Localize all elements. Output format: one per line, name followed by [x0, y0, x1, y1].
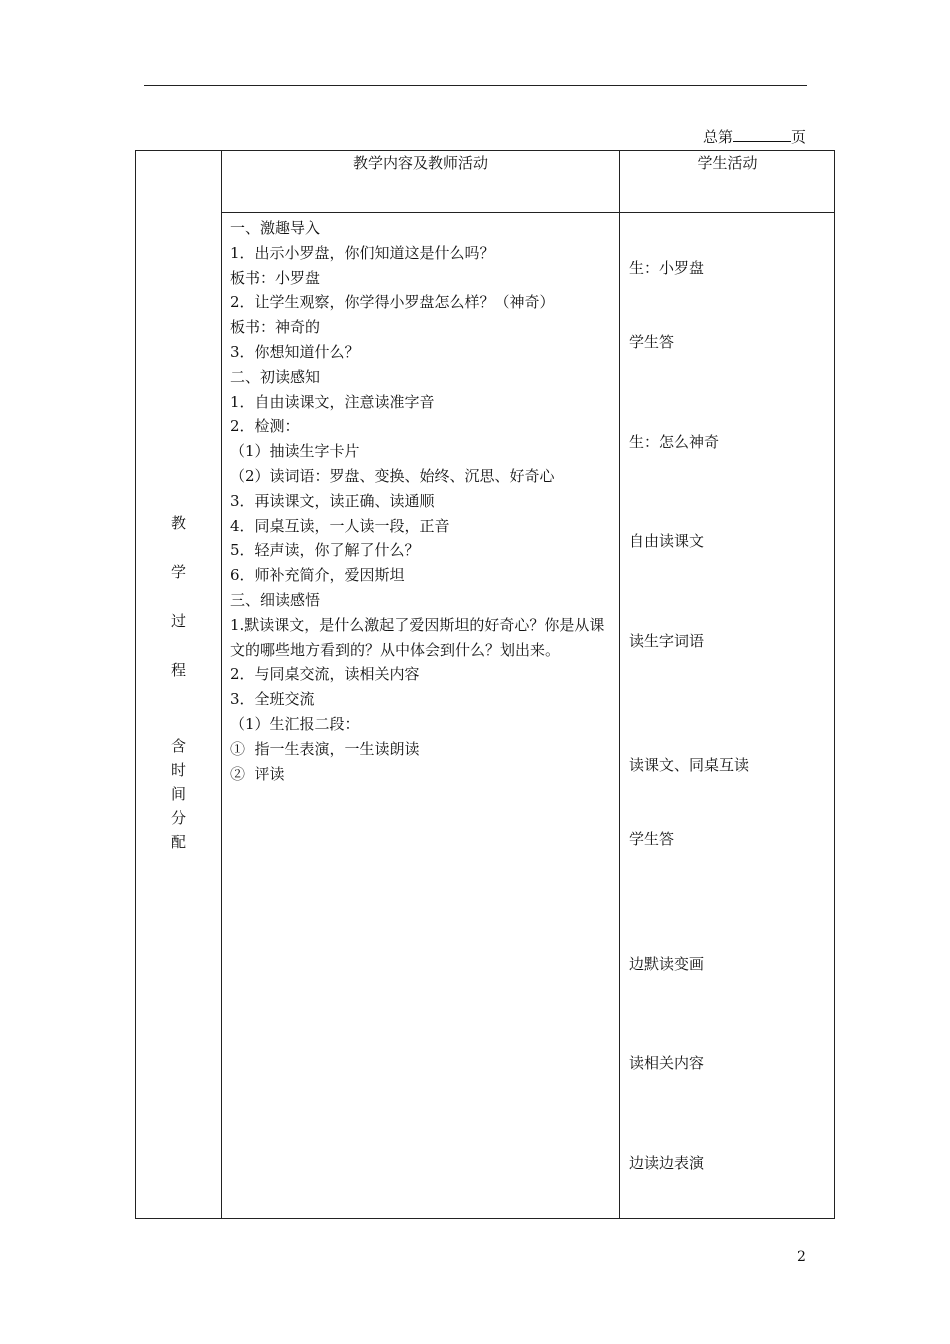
- total-page-blank: [733, 126, 791, 142]
- stage-char: 含: [170, 737, 186, 755]
- page-number: 2: [797, 1249, 806, 1265]
- stage-char: 间: [170, 785, 186, 803]
- total-page-counter: [703, 126, 806, 147]
- teacher-line: 一、激趣导入: [230, 219, 321, 237]
- column-divider-stage: [221, 151, 222, 1218]
- stage-label-teaching-process: [136, 513, 221, 709]
- teacher-line: 1.默读课文，是什么激起了爱因斯坦的好奇心？你是从课文的哪些地方看到的？从中体会到什么？划出来。: [230, 615, 605, 659]
- teacher-line: 4．同桌互读，一人读一段，正音: [230, 516, 450, 535]
- student-activity: 生：怎么神奇: [629, 433, 720, 451]
- stage-label-time-allocation: [136, 736, 221, 856]
- student-column-header: 学生活动: [697, 154, 758, 172]
- student-activity: 生：小罗盘: [629, 259, 705, 277]
- header-row-divider: [221, 212, 834, 213]
- stage-char: 程: [170, 661, 186, 679]
- stage-char: 配: [170, 833, 186, 851]
- student-activity: 读生字词语: [629, 632, 705, 650]
- stage-char: 学: [170, 563, 186, 581]
- teacher-line: 板书：神奇的: [230, 318, 321, 337]
- stage-char: 时: [170, 761, 186, 779]
- teacher-line: 6．师补充简介，爱因斯坦: [230, 566, 405, 585]
- student-activity: 读课文、同桌互读: [629, 756, 750, 774]
- teacher-line: 板书：小罗盘: [230, 268, 321, 287]
- total-page-suffix: 页: [790, 128, 806, 146]
- stage-char: 过: [170, 612, 186, 630]
- teacher-activity-content: [230, 216, 616, 786]
- student-activity: 边默读变画: [629, 955, 705, 973]
- teacher-line: 2．与同桌交流，读相关内容: [230, 665, 420, 684]
- teacher-line: （1）抽读生字卡片: [230, 442, 360, 461]
- student-activity: 学生答: [629, 830, 675, 848]
- teacher-line: 1．出示小罗盘，你们知道这是什么吗？: [230, 243, 495, 262]
- total-page-prefix: 总第: [702, 128, 733, 146]
- teacher-line: 3．再读课文，读正确、读通顺: [230, 491, 435, 510]
- lesson-plan-table: [135, 150, 835, 1219]
- teacher-line: 三、细读感悟: [230, 590, 321, 609]
- teacher-line: 5．轻声读，你了解了什么？: [230, 541, 420, 560]
- teacher-line: ② 评读: [230, 764, 285, 783]
- teacher-line: ① 指一生表演，一生读朗读: [230, 739, 420, 758]
- teacher-column-header: 教学内容及教师活动: [352, 154, 488, 172]
- teacher-line: 二、初读感知: [230, 367, 321, 386]
- student-activity: 边读边表演: [629, 1154, 705, 1172]
- teacher-line: （2）读词语：罗盘、变换、始终、沉思、好奇心: [230, 466, 555, 485]
- student-activity: 自由读课文: [629, 532, 705, 550]
- teacher-line: 3．全班交流: [230, 690, 315, 709]
- teacher-line: 1．自由读课文，注意读准字音: [230, 392, 435, 411]
- teacher-line: 2．检测：: [230, 417, 300, 436]
- student-activity: 读相关内容: [629, 1054, 705, 1072]
- stage-char: 分: [170, 809, 186, 827]
- teacher-line: 3．你想知道什么？: [230, 342, 360, 361]
- header-rule: [144, 85, 807, 86]
- student-activity: 学生答: [629, 333, 675, 351]
- teacher-line: 2．让学生观察，你学得小罗盘怎么样？（神奇）: [230, 293, 555, 312]
- stage-char: 教: [170, 514, 186, 532]
- column-divider-student: [619, 151, 620, 1218]
- teacher-line: （1）生汇报二段：: [230, 714, 360, 733]
